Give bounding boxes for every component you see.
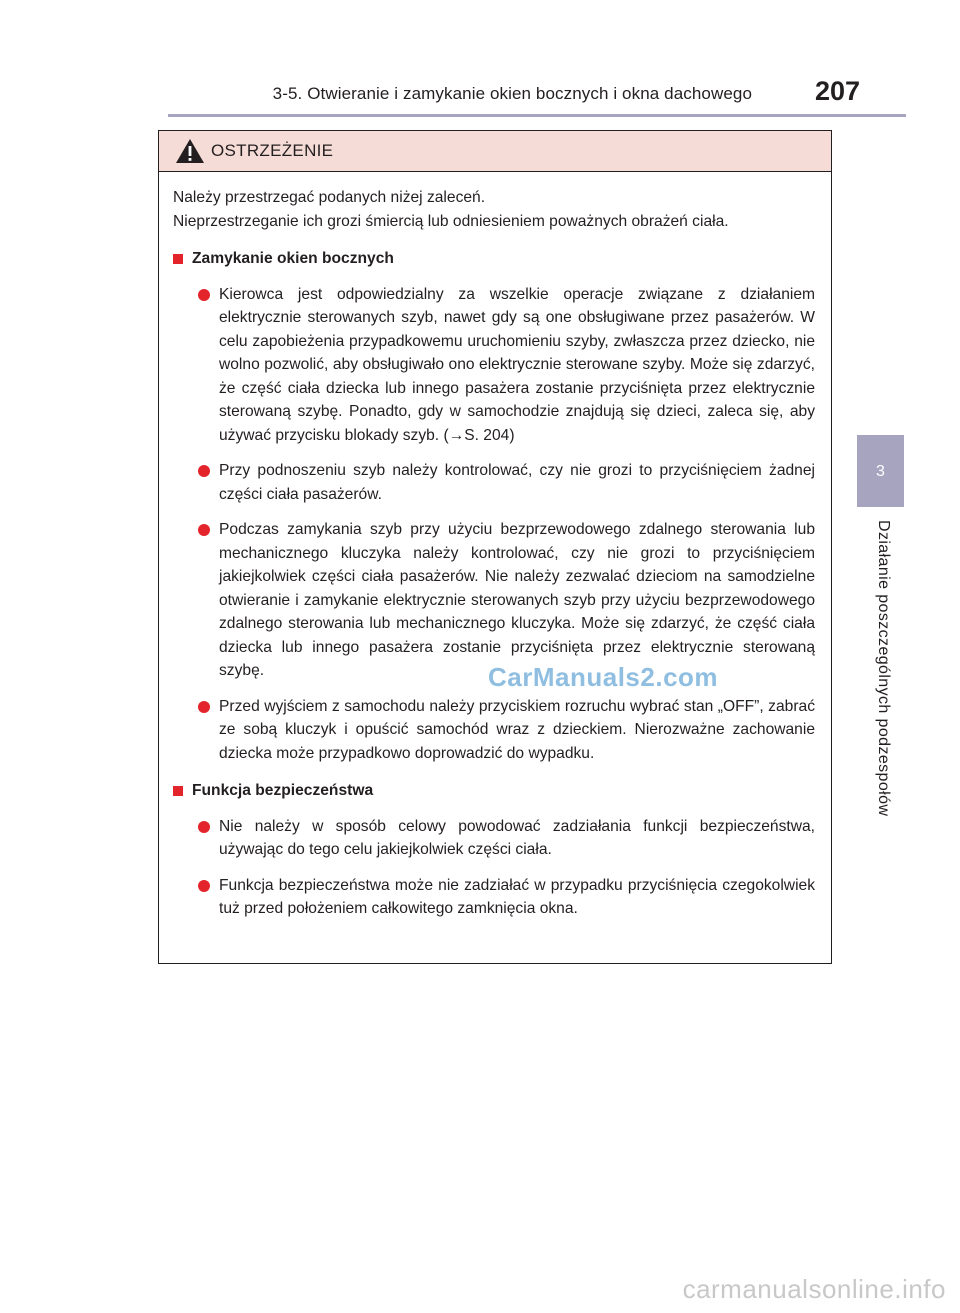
chapter-title: Działanie poszczególnych podzespołów [875,520,892,817]
square-bullet-icon [173,786,183,796]
warning-title: OSTRZEŻENIE [211,141,334,160]
watermark: CarManuals2.com [488,662,719,692]
bullet-icon [198,821,210,833]
header-divider [168,114,906,117]
section-title: 3-5. Otwieranie i zamykanie okien bocznych i okna dachowego [272,84,752,103]
section-heading-label: Funkcja bezpieczeństwa [192,782,374,799]
chapter-number: 3 [876,463,885,480]
footer-logo: carmanualsonline.info [682,1274,946,1304]
list-item [173,518,815,683]
warning-box [158,130,832,964]
page-header [0,72,860,112]
section-heading-side-windows [173,247,815,271]
list-item [173,815,815,862]
list-item-text: Podczas zamykania szyb przy użyciu bezprzewodowego zdalnego sterowania lub mechanicznego kluczyka należy kontrolować, czy nie grozi to przyciśnięciem jakiejkolwiek części ciała pasażerów. Nie należy zezwalać dzieciom na samodzielne otwieranie i zamykanie elektrycznie sterowanych szyb przy użyciu bezprzewodowego zdalnego sterowania lub mechanicznego kluczyka. Może się zdarzyć, że część ciała dziecka lub innego pasażera zostanie przyciśnięta przez elektrycznie sterowaną szybę. [219,521,815,679]
square-bullet-icon [173,254,183,264]
page-number: 207 [814,76,860,106]
bullet-icon [198,289,210,301]
section-heading-safety-function [173,779,815,803]
bullet-icon [198,524,210,536]
list-item [173,283,815,448]
warning-triangle-icon [175,138,205,164]
list-item-text: Nie należy w sposób celowy powodować zadziałania funkcji bezpieczeństwa, używając do tego celu jakiejkolwiek części ciała. [219,817,815,858]
list-item [173,695,815,766]
warning-header [159,131,831,172]
warning-intro [173,186,815,233]
chapter-tab [857,435,904,507]
list-item-text: Przed wyjściem z samochodu należy przyciskiem rozruchu wybrać stan „OFF”, zabrać ze sobą kluczyk i opuścić samochód wraz z dzieckiem. Nierozważne zachowanie dziecka może przypadkowo doprowadzić do wypadku. [219,697,815,762]
intro-line: Nieprzestrzeganie ich grozi śmiercią lub odniesieniem poważnych obrażeń ciała. [173,212,729,230]
warning-body [159,172,831,921]
list-item [173,874,815,921]
list-item-text: Kierowca jest odpowiedzialny za wszelkie operacje związane z działaniem elektrycznie sterowanych szyb, nawet gdy są one obsługiwane przez pasażerów. W celu zapobieżenia przypadkowemu uruchomieniu szyby, zwłaszcza przez dziecko, nie wolno pozwolić, aby obsługiwało ono elektrycznie sterowane szyby. Może się zdarzyć, że część ciała dziecka lub innego pasażera zostanie przyciśnięta przez elektrycznie sterowaną szybę. Ponadto, gdy w samochodzie znajdują się dzieci, zaleca się, aby używać przycisku blokady szyb. (→S. 204) [219,285,815,444]
bullet-icon [198,880,210,892]
intro-line: Należy przestrzegać podanych niżej zaleceń. [173,189,486,206]
section-heading-label: Zamykanie okien bocznych [192,250,394,267]
list-item [173,459,815,506]
bullet-icon [198,465,210,477]
bullet-icon [198,701,210,713]
list-item-text: Przy podnoszeniu szyb należy kontrolować, czy nie grozi to przyciśnięciem żadnej części ciała pasażerów. [219,462,815,503]
list-item-text: Funkcja bezpieczeństwa może nie zadziałać w przypadku przyciśnięcia czegokolwiek tuż przed położeniem całkowitego zamknięcia okna. [219,876,815,917]
